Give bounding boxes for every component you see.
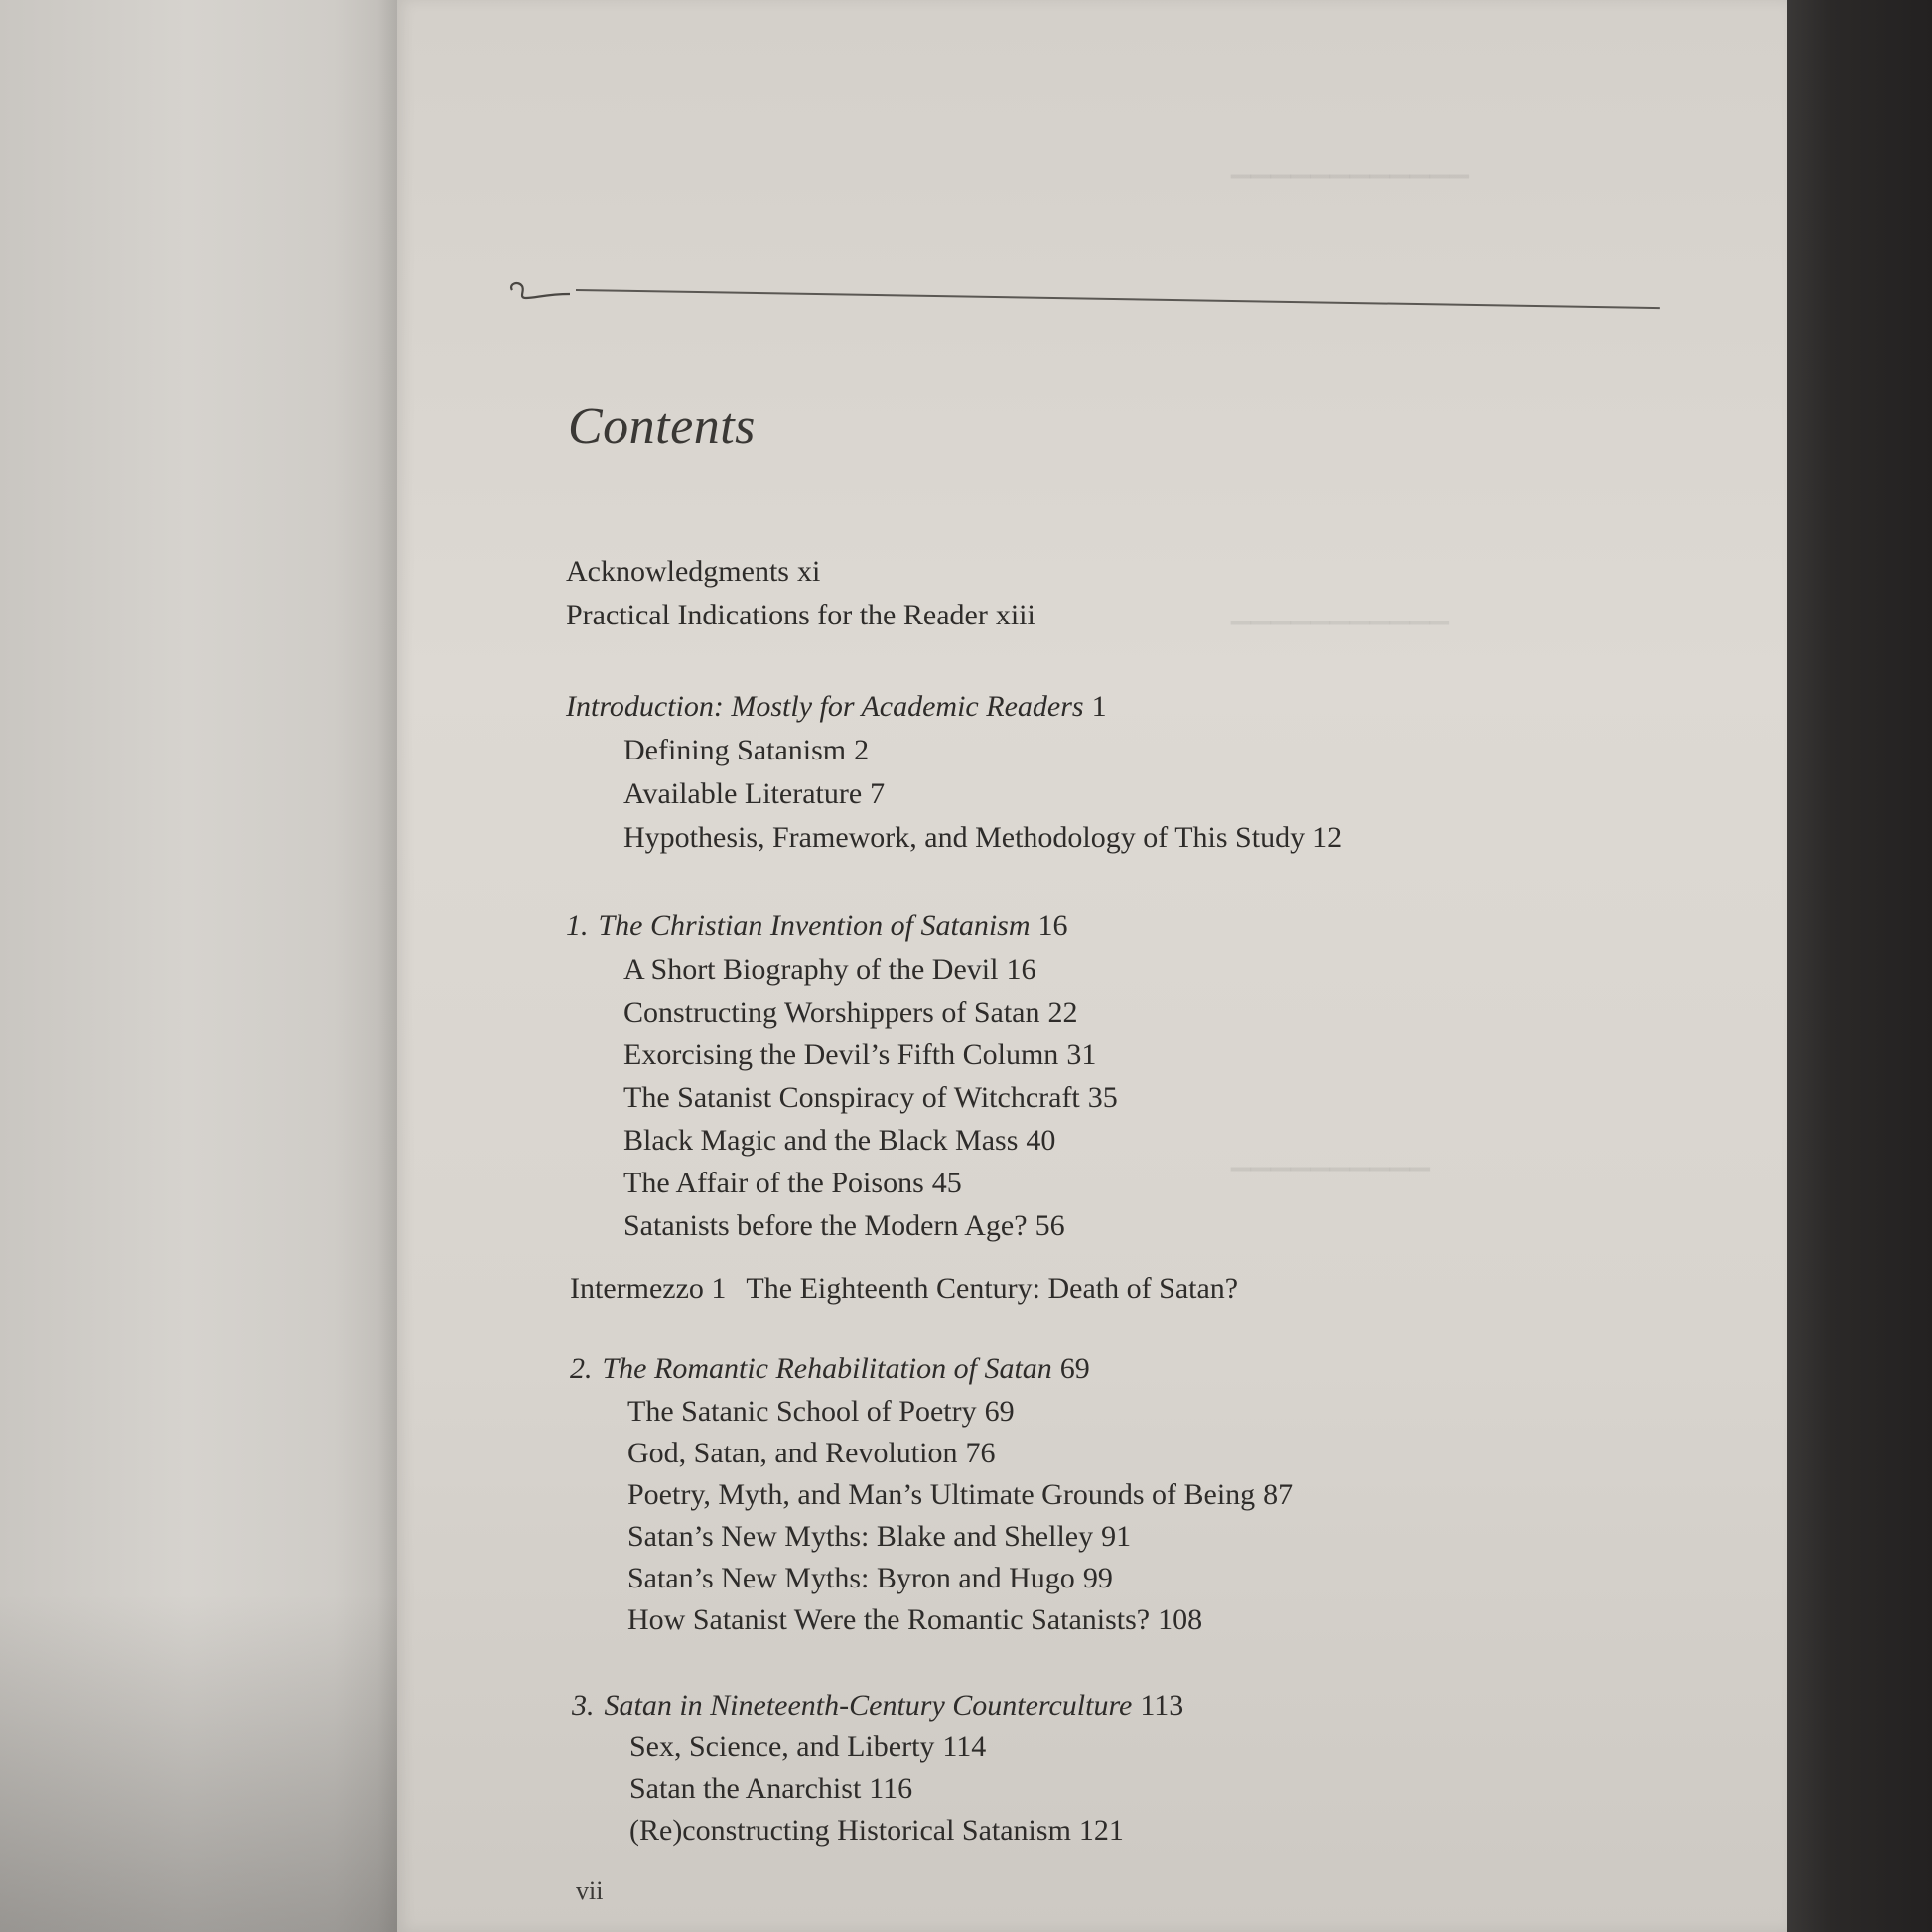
entry-page: xiii [995,599,1035,631]
chapter-number: 2. [570,1352,593,1385]
entry-title: Hypothesis, Framework, and Methodology of This Study [623,821,1306,854]
entry-page: xi [796,555,821,588]
entry-page: 16 [1006,953,1036,986]
entry-page: 114 [942,1730,987,1763]
page-number: vii [576,1876,604,1905]
entry-page: 87 [1263,1478,1294,1511]
entry-page: 76 [965,1437,996,1469]
entry-page: 45 [931,1167,962,1199]
entry-title: Satanists before the Modern Age? [623,1209,1028,1242]
toc-section [627,1480,1293,1510]
toc-entry-introduction [566,692,1107,722]
entry-page: 31 [1066,1038,1097,1071]
toc-chapter-2 [570,1354,1090,1384]
entry-title: Satan’s New Myths: Byron and Hugo [627,1562,1075,1594]
entry-page: 116 [869,1772,913,1805]
entry-title: Black Magic and the Black Mass [623,1124,1019,1157]
entry-page: 108 [1158,1603,1203,1636]
entry-page: 69 [1059,1352,1090,1385]
entry-title: The Affair of the Poisons [623,1167,924,1199]
entry-title: Constructing Worshippers of Satan [623,996,1040,1029]
toc-section [623,823,1342,853]
entry-title: Satan in Nineteenth-Century Counterculture [604,1689,1133,1722]
toc-section [623,1211,1065,1241]
toc-section [629,1732,986,1762]
page-title: Contents [568,398,756,455]
entry-title: Available Literature [623,777,863,810]
entry-title: Introduction: Mostly for Academic Readers [566,690,1084,723]
entry-page: 40 [1026,1124,1056,1157]
toc-chapter-1 [566,911,1068,941]
entry-title: The Romantic Rehabilitation of Satan [602,1352,1052,1385]
toc-section [623,1169,962,1198]
toc-section [623,998,1078,1028]
toc-entry-practical-indications [566,601,1035,630]
entry-page: 7 [870,777,886,810]
toc-section [629,1774,912,1804]
entry-title: Poetry, Myth, and Man’s Ultimate Grounds of Being [627,1478,1256,1511]
entry-page: 12 [1312,821,1343,854]
entry-title: The Satanic School of Poetry [627,1395,977,1428]
entry-title: The Christian Invention of Satanism [598,909,1031,942]
chapter-number: 3. [572,1689,595,1722]
entry-title: God, Satan, and Revolution [627,1437,958,1469]
entry-page: 2 [854,734,870,766]
entry-title: How Satanist Were the Romantic Satanists? [627,1603,1151,1636]
entry-title: A Short Biography of the Devil [623,953,999,986]
toc-section [623,779,885,809]
toc-section [627,1439,995,1468]
toc-section [623,1083,1118,1113]
entry-page: 1 [1091,690,1107,723]
intermezzo-label: Intermezzo 1 [570,1272,727,1305]
toc-section [627,1522,1131,1552]
entry-page: 56 [1035,1209,1065,1242]
entry-page: 16 [1037,909,1068,942]
chapter-number: 1. [566,909,589,942]
show-through-text: ▁▁▁▁▁▁▁▁▁▁▁ [1231,596,1449,624]
toc-section [623,1126,1055,1156]
toc-section [627,1605,1202,1635]
toc-entry-acknowledgments [566,557,820,587]
entry-title: (Re)constructing Historical Satanism [629,1814,1071,1847]
toc-section [627,1397,1015,1427]
entry-title: The Satanist Conspiracy of Witchcraft [623,1081,1080,1114]
entry-page: 22 [1047,996,1078,1029]
entry-page: 69 [984,1395,1015,1428]
toc-section [623,736,869,765]
toc-section [629,1816,1124,1846]
entry-title: Practical Indications for the Reader [566,599,988,631]
entry-title: Defining Satanism [623,734,847,766]
entry-page: 113 [1140,1689,1184,1722]
toc-intermezzo-1 [570,1274,1238,1304]
toc-section [627,1564,1113,1593]
entry-page: 91 [1101,1520,1132,1553]
entry-page: 121 [1078,1814,1124,1847]
entry-title: Acknowledgments [566,555,789,588]
entry-title: Exorcising the Devil’s Fifth Column [623,1038,1059,1071]
entry-page: 35 [1087,1081,1118,1114]
entry-title: Sex, Science, and Liberty [629,1730,935,1763]
entry-title: The Eighteenth Century: Death of Satan? [746,1272,1239,1305]
toc-section [623,955,1035,985]
toc-section [623,1040,1096,1070]
show-through-text: ▁▁▁▁▁▁▁▁▁▁ [1231,1142,1430,1171]
show-through-text: ▁▁▁▁▁▁▁▁▁▁▁▁ [1231,149,1469,178]
entry-title: Satan the Anarchist [629,1772,862,1805]
entry-page: 99 [1082,1562,1113,1594]
entry-title: Satan’s New Myths: Blake and Shelley [627,1520,1094,1553]
toc-chapter-3 [572,1691,1183,1721]
